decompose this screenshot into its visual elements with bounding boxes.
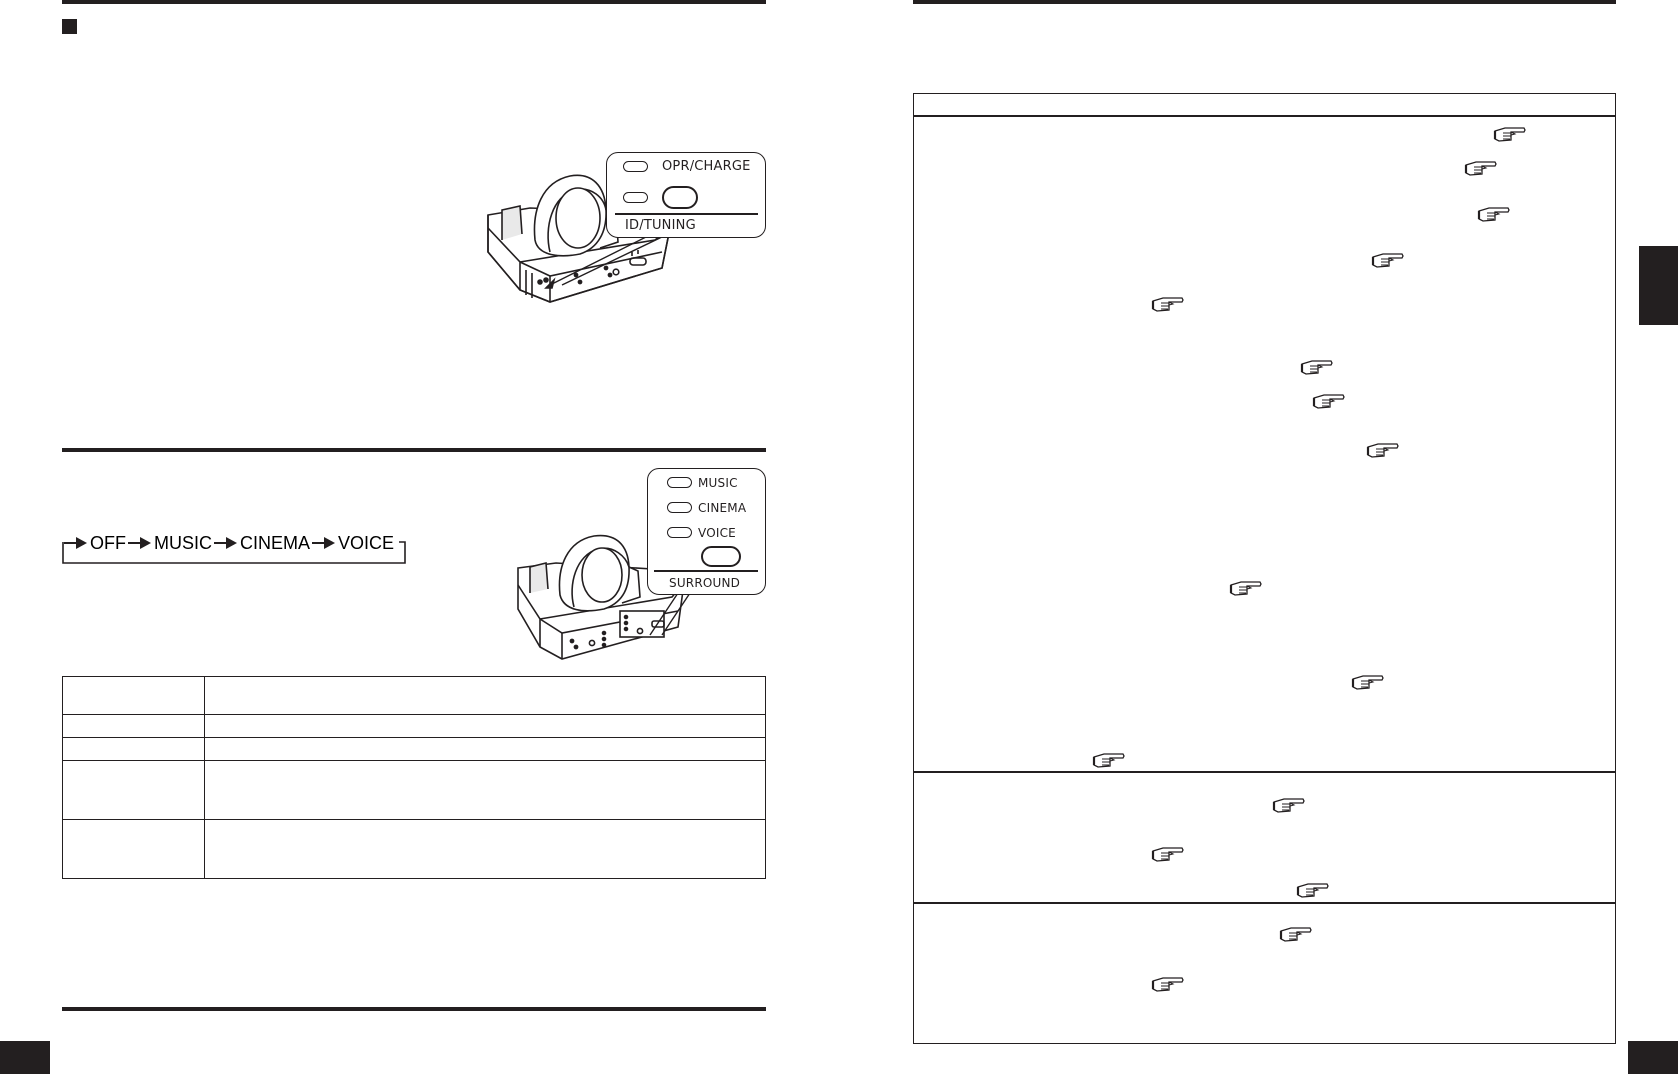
pointing-hand-icon — [1371, 251, 1405, 269]
control-panel-callout-top — [606, 152, 766, 238]
voice-indicator — [667, 527, 692, 538]
table-row — [63, 677, 766, 715]
pointing-hand-icon — [1351, 673, 1385, 691]
right-top-rule — [913, 0, 1616, 4]
pointing-hand-icon — [1300, 358, 1334, 376]
pointing-hand-icon — [1312, 392, 1346, 410]
left-middle-rule — [62, 448, 766, 452]
panel-divider — [654, 570, 758, 572]
cinema-indicator — [667, 502, 692, 513]
section-divider — [914, 771, 1615, 773]
table-row — [63, 820, 766, 879]
cycle-step-voice: VOICE — [338, 533, 395, 553]
cinema-label: CINEMA — [698, 501, 747, 515]
side-index-tab — [1639, 246, 1678, 325]
pointing-hand-icon — [1151, 975, 1185, 993]
opr-charge-label: OPR/CHARGE — [662, 159, 751, 174]
arrow-icon — [214, 537, 238, 549]
table-row — [63, 715, 766, 738]
left-top-rule — [62, 0, 766, 4]
surround-button[interactable] — [701, 546, 741, 567]
surround-mode-table — [62, 676, 766, 879]
right-page-number-tab — [1628, 1041, 1678, 1074]
pointing-hand-icon — [1092, 751, 1126, 769]
left-page-number-tab — [0, 1041, 50, 1074]
pointing-hand-icon — [1477, 205, 1511, 223]
section-divider — [914, 902, 1615, 904]
pointing-hand-icon — [1296, 881, 1330, 899]
music-indicator — [667, 477, 692, 488]
pointing-hand-icon — [1151, 295, 1185, 313]
table-row — [63, 738, 766, 761]
pointing-hand-icon — [1493, 125, 1527, 143]
pointing-hand-icon — [1279, 925, 1313, 943]
pointing-hand-icon — [1272, 796, 1306, 814]
surround-cycle-flow — [62, 528, 407, 566]
panel-divider — [615, 213, 758, 215]
control-panel-callout-bottom — [647, 468, 766, 595]
opr-charge-indicator — [623, 161, 648, 172]
pointing-hand-icon — [1366, 441, 1400, 459]
left-bottom-rule — [62, 1007, 766, 1011]
cycle-step-music: MUSIC — [154, 533, 212, 553]
id-tuning-button[interactable] — [662, 186, 698, 209]
header-divider — [914, 115, 1615, 117]
table-row — [63, 761, 766, 820]
pointing-hand-icon — [1464, 159, 1498, 177]
cycle-step-off: OFF — [90, 533, 126, 553]
surround-label: SURROUND — [669, 576, 741, 590]
troubleshooting-table — [913, 93, 1616, 1044]
pointing-hand-icon — [1151, 845, 1185, 863]
arrow-icon — [312, 537, 336, 549]
music-label: MUSIC — [698, 476, 738, 490]
id-tuning-indicator — [623, 192, 648, 203]
pointing-hand-icon — [1229, 579, 1263, 597]
section-bullet-square — [62, 19, 77, 34]
arrow-icon — [128, 537, 152, 549]
voice-label: VOICE — [698, 526, 736, 540]
id-tuning-label: ID/TUNING — [625, 218, 696, 233]
cycle-step-cinema: CINEMA — [240, 533, 311, 553]
arrow-icon — [64, 537, 88, 549]
